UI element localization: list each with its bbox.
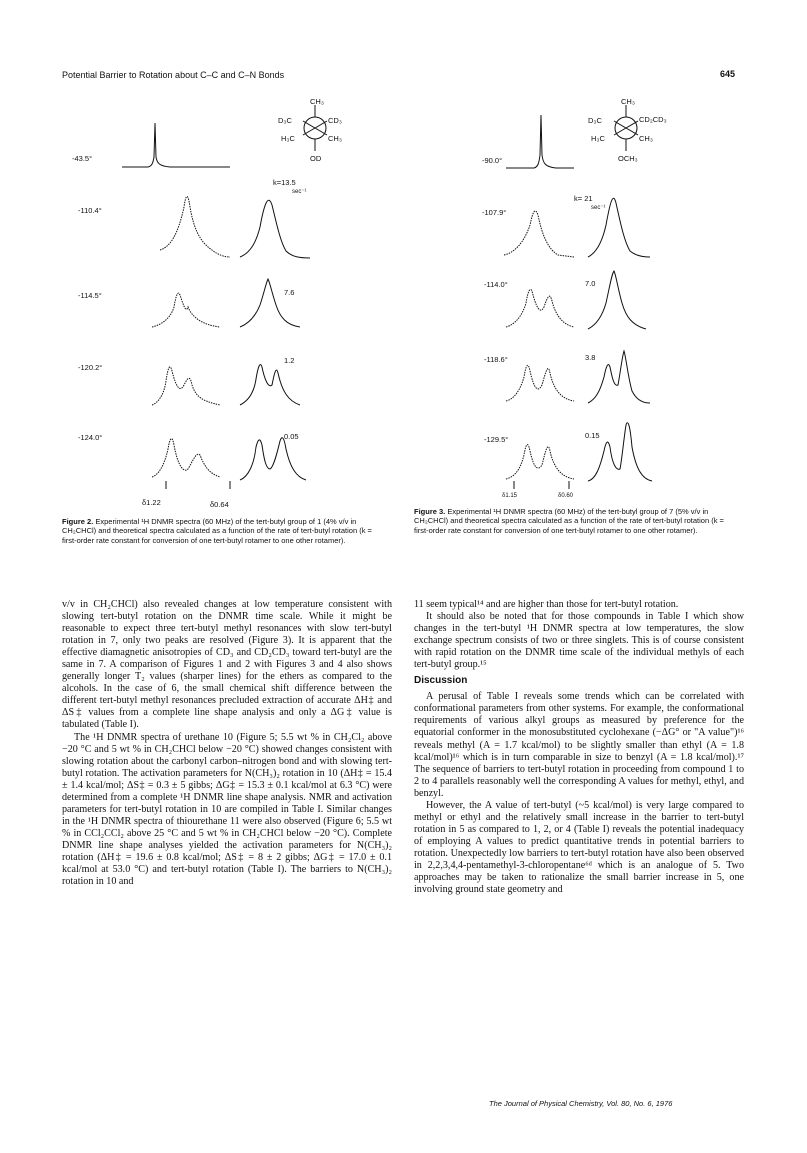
- spectrum-experimental: [506, 290, 574, 328]
- right-column: [414, 599, 744, 896]
- newman-projection: [278, 97, 342, 163]
- spectrum-experimental: [504, 211, 574, 257]
- journal-footer: The Journal of Physical Chemistry, Vol. 80, No. 6, 1976: [489, 1099, 673, 1108]
- spectrum-experimental: [160, 197, 230, 258]
- newman-lower-left: H₃C: [591, 134, 605, 143]
- newman-projection: [588, 97, 667, 163]
- temp-label: -43.5°: [72, 154, 93, 163]
- spectrum-calculated: [240, 200, 310, 258]
- newman-left: D₃C: [588, 116, 602, 125]
- spectrum-experimental: [122, 123, 230, 167]
- figure-3: [478, 95, 748, 500]
- figure-2: [60, 95, 370, 510]
- newman-right: CD₃: [328, 116, 342, 125]
- temp-label: -107.9°: [482, 208, 507, 217]
- spectrum-experimental: [152, 293, 220, 327]
- temp-label: -124.0°: [78, 433, 103, 442]
- axis-label: δ1.15: [502, 493, 518, 499]
- spectrum-experimental: [506, 445, 574, 479]
- newman-top: CH₃: [621, 97, 635, 106]
- caption-text: Experimental ¹H DNMR spectra (60 MHz) of the tert-butyl group of 7 (5% v/v in CH₂CHCl) and theoretical spectra calculated as a function of the rate of tert-butyl rotation (k = first-order rate constant for conversion of one tert-butyl rotamer to one other rotamer).: [414, 507, 724, 535]
- section-heading: Discussion: [414, 675, 468, 687]
- newman-lower-right: CH₃: [639, 134, 653, 143]
- spectrum-calculated: [240, 438, 306, 480]
- caption-text: Experimental ¹H DNMR spectra (60 MHz) of the tert-butyl group of 1 (4% v/v in CH₂CHCl) and theoretical spectra calculated as a function of the rate of tert-butyl rotation (k = first-order rate constant for conversion of one tert-butyl rotamer to one other rotamer).: [62, 517, 372, 545]
- temp-label: -120.2°: [78, 363, 103, 372]
- rate-unit: sec⁻¹: [292, 189, 307, 195]
- page-number: 645: [720, 69, 736, 79]
- axis-label: δ0.64: [210, 500, 229, 509]
- rate-label: 7.0: [585, 279, 596, 288]
- spectrum-calculated: [588, 351, 650, 403]
- caption-label: Figure 3.: [414, 507, 446, 516]
- axis-label: δ1.22: [142, 498, 161, 507]
- newman-bottom: OCH₃: [618, 154, 638, 163]
- temp-label: -90.0°: [482, 156, 503, 165]
- temp-label: -118.6°: [484, 355, 508, 364]
- newman-top: CH₃: [310, 97, 324, 106]
- rate-unit: sec⁻¹: [591, 205, 606, 211]
- spectrum-experimental: [506, 365, 574, 401]
- caption-label: Figure 2.: [62, 517, 94, 526]
- rate-label: 0.15: [585, 431, 600, 440]
- newman-bottom: OD: [310, 154, 322, 163]
- paragraph: It should also be noted that for those compounds in Table I which show changes in the tert-butyl ¹H DNMR spectra at low temperatures, the slow exchange spectrum consists of two or three singlets. This is of course consistent with rapid rotation on the DNMR time scale of the individual methyls of each tert-butyl group.¹⁵: [414, 611, 744, 671]
- spectrum-calculated: [588, 271, 646, 329]
- paragraph: v/v in CH₂CHCl) also revealed changes at low temperature consistent with slowing tert-butyl rotation on the DNMR time scale. While it might be reasonable to expect three tert-butyl methyl resonances with slow tert-butyl rotation in 7, only two peaks are resolved (Figure 3). It is apparent that the effective diamagnetic anisotropies of CD₃ and CD₂CD₃ toward tert-butyl are the same in 7. A comparison of Figures 1 and 2 with Figures 3 and 4 also shows generally longer T₂ values (sharper lines) for the ethers as compared to the alcohols. In the case of 6, the small chemical shift difference between the different tert-butyl methyl resonances precluded extraction of accurate ΔH‡ and ΔS‡ values from a complete line shape analysis and only a ΔG‡ value is tabulated (Table I).: [62, 599, 392, 731]
- paragraph: The ¹H DNMR spectra of urethane 10 (Figure 5; 5.5 wt % in CH₂Cl₂ above −20 °C and 5 wt % in CH₂CHCl below −20 °C) showed changes consistent with slowing rotation about the carbonyl carbon–nitrogen bond and with slowing tert-butyl rotation. The activation parameters for N(CH₃)₂ rotation in 10 (ΔH‡ = 15.4 ± 1.4 kcal/mol; ΔS‡ = 0.3 ± 5 gibbs; ΔG‡ = 15.3 ± 0.1 kcal/mol at 6.3 °C) were determined from a complete ¹H DNMR line shape analysis. NMR and activation parameters for tert-butyl rotation in 10 are compiled in Table I. Similar changes in the ¹H DNMR spectra of thiourethane 11 were also observed (Figure 6; 5.5 wt % in CCl₂CCl₂ above 25 °C and 5 wt % in CH₂CHCl below −20 °C). Complete DNMR line shape analyses yielded the activation parameters for N(CH₃)₂ rotation (ΔH‡ = 19.6 ± 0.8 kcal/mol; ΔS‡ = 8 ± 2 gibbs; ΔG‡ = 17.0 ± 0.1 kcal/mol at 53.0 °C) and tert-butyl rotation (Table I). The barriers to N(CH₃)₂ rotation in 10 and: [62, 731, 392, 888]
- spectrum-experimental: [152, 439, 220, 477]
- spectrum-experimental: [506, 115, 574, 168]
- rate-label: 1.2: [284, 356, 295, 365]
- left-column: [62, 599, 392, 888]
- newman-right: CD₂CD₃: [639, 115, 667, 124]
- spectrum-calculated: [240, 279, 300, 327]
- running-title: Potential Barrier to Rotation about C–C and C–N Bonds: [62, 70, 285, 80]
- rate-label: k=13.5: [273, 178, 296, 187]
- spectrum-experimental: [152, 367, 220, 405]
- figure-2-caption: [62, 517, 382, 545]
- newman-lower-right: CH₃: [328, 134, 342, 143]
- paragraph: A perusal of Table I reveals some trends which can be correlated with conformational parameters from other systems. For example, the conformational requirements of various alkyl groups as measured by preference for the equatorial conformer in the monosubstituted cyclohexane (−ΔG° or "A value")¹⁶ reveals methyl (A = 1.7 kcal/mol) to be slightly smaller than ethyl (A = 1.8 kcal/mol)¹⁶ which is in turn comparable in size to benzyl (A = 1.8 kcal/mol).¹⁷ The sequence of barriers to tert-butyl rotation in proceeding from compound 1 to 2 to 4 parallels reasonably well the corresponding A values for methyl, ethyl, and benzyl.: [414, 691, 744, 799]
- paragraph: However, the A value of tert-butyl (~5 kcal/mol) is very large compared to methyl or ethyl and the relatively small increase in the barrier to tert-butyl rotation in 5 as compared to 1, 2, or 4 (Table I) reveals the potential inadequacy of employing A values to predict quantitative trends in potential barriers to rotation. Unexpectedly low barriers to tert-butyl rotation have also been observed in 2,2,3,4,4-pentamethyl-3-chloropentane⁶ᵈ which is an analogue of 5. Two approaches may be taken to rationalize the small barrier increase in 5, one involving ground state geometry and: [414, 799, 744, 896]
- temp-label: -114.5°: [78, 291, 102, 300]
- axis-label: δ0.60: [558, 493, 574, 499]
- temp-label: -114.0°: [484, 280, 508, 289]
- spectrum-calculated: [240, 365, 300, 405]
- rate-label: 0.05: [284, 432, 299, 441]
- rate-label: 7.6: [284, 288, 295, 297]
- temp-label: -110.4°: [78, 206, 102, 215]
- newman-left: D₃C: [278, 116, 292, 125]
- figure-3-caption: [414, 507, 739, 535]
- rate-label: k= 21: [574, 194, 593, 203]
- rate-label: 3.8: [585, 353, 596, 362]
- temp-label: -129.5°: [484, 435, 509, 444]
- paragraph: 11 seem typical¹⁴ and are higher than those for tert-butyl rotation.: [414, 599, 679, 610]
- newman-lower-left: H₃C: [281, 134, 295, 143]
